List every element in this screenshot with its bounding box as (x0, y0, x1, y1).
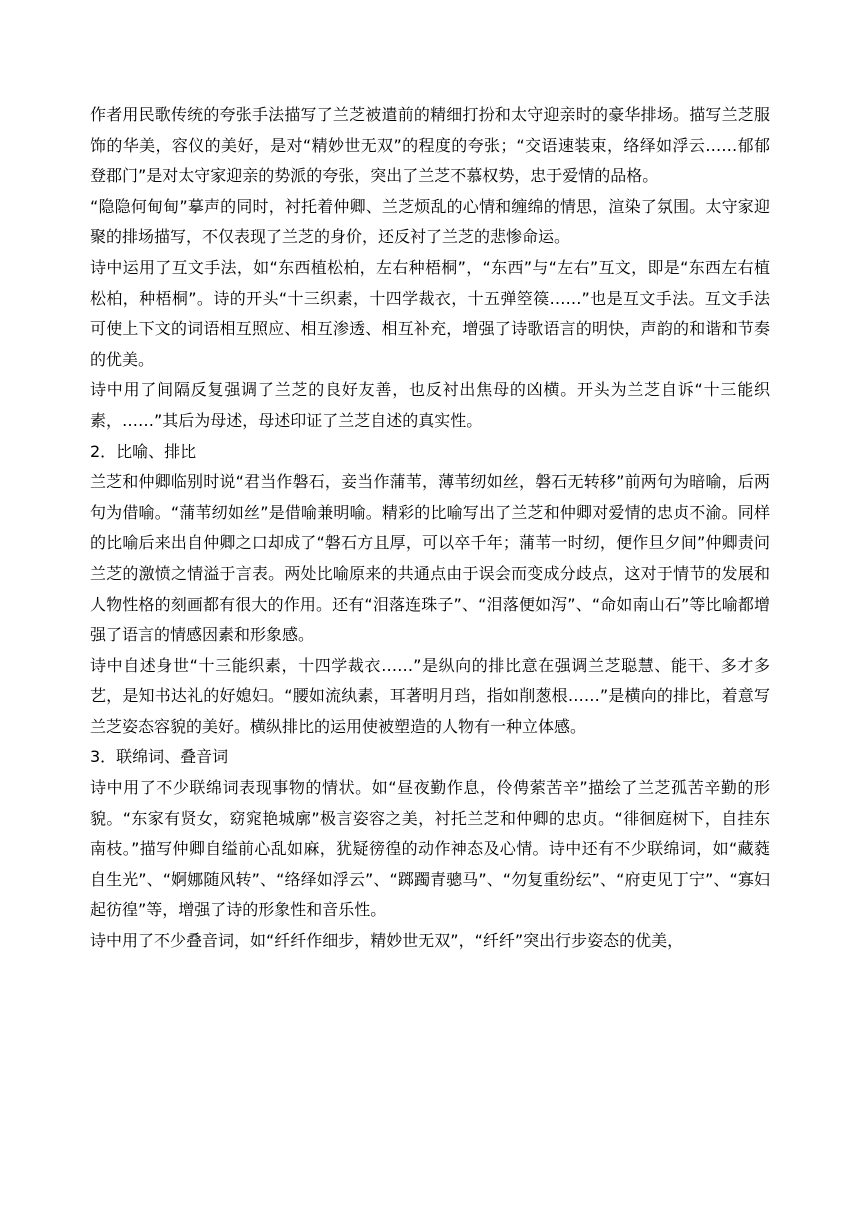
paragraph-onomatopoeia: “隐隐何甸甸”摹声的同时，衬托着仲卿、兰芝烦乱的心情和缠绵的情思，渲染了氛围。太守家迎聚的排场描写，不仅表现了兰芝的身价，还反衬了兰芝的悲惨命运。 (90, 196, 770, 247)
document-body (90, 100, 770, 957)
paragraph-parallelism: 诗中自述身世“十三能织素，十四学裁衣……”是纵向的排比意在强调兰芝聪慧、能干、多才多艺，是知书达礼的好媳妇。“腰如流纨素，耳著明月珰，指如削葱根……”是横向的排比，着意写兰芝姿态容貌的美好。横纵排比的运用使被塑造的人物有一种立体感。 (90, 655, 770, 736)
paragraph-exaggeration: 作者用民歌传统的夸张手法描写了兰芝被遣前的精细打扮和太守迎亲时的豪华排场。描写兰芝服饰的华美，容仪的美好，是对“精妙世无双”的程度的夸张；“交语速装束，络绎如浮云……郁郁登郡门”是对太守家迎亲的势派的夸张，突出了兰芝不慕权势，忠于爱情的品格。 (90, 105, 770, 186)
paragraph-repetition: 诗中用了间隔反复强调了兰芝的良好友善，也反衬出焦母的凶横。开头为兰芝自诉“十三能织素，……”其后为母述，母述印证了兰芝自述的真实性。 (90, 380, 770, 430)
paragraph-intertextuality: 诗中运用了互文手法，如“东西植松柏，左右种梧桐”，“东西”与“左右”互文，即是“东西左右植松柏，种梧桐”。诗的开头“十三织素，十四学裁衣，十五弹箜篌……”也是互文手法。互文手法可使上下文的词语相互照应、相互渗透、相互补充，增强了诗歌语言的明快，声韵的和谐和节奏的优美。 (90, 257, 770, 369)
section-heading-reduplication: 3．联绵词、叠音词 (90, 747, 229, 767)
paragraph-alliterative-words: 诗中用了不少联绵词表现事物的情状。如“昼夜勤作息，伶俜萦苦辛”描绘了兰芝孤苦辛勤的形貌。“东家有贤女，窈窕艳城廓”极言姿容之美，衬托兰芝和仲卿的忠贞。“徘徊庭树下，自挂东南枝。”描写仲卿自缢前心乱如麻，犹疑徬徨的动作神态及心情。诗中还有不少联绵词，如“藏蕤自生光”、“婀娜随风转”、“络绎如浮云”、“踯躅青骢马”、“勿复重纷纭”、“府吏见丁宁”、“寡妇起彷徨”等，增强了诗的形象性和音乐性。 (90, 778, 770, 920)
paragraph-reduplicated-words: 诗中用了不少叠音词，如“纤纤作细步，精妙世无双”，“纤纤”突出行步姿态的优美， (90, 931, 684, 951)
paragraph-metaphor: 兰芝和仲卿临别时说“君当作磐石，妾当作蒲苇，薄苇纫如丝，磐石无转移”前两句为暗喻，后两句为借喻。“蒲苇纫如丝”是借喻兼明喻。精彩的比喻写出了兰芝和仲卿对爱情的忠贞不渝。同样的比喻后来出自仲卿之口却成了“磐石方且厚，可以卒千年；蒲苇一时纫，便作旦夕间”仲卿责问兰芝的激愤之情溢于言表。两处比喻原来的共通点由于误会而变成分歧点，这对于情节的发展和人物性格的刻画都有很大的作用。还有“泪落连珠子”、“泪落便如泻”、“命如南山石”等比喻都增强了语言的情感因素和形象感。 (90, 472, 770, 645)
section-heading-metaphor: 2．比喻、排比 (90, 441, 197, 461)
